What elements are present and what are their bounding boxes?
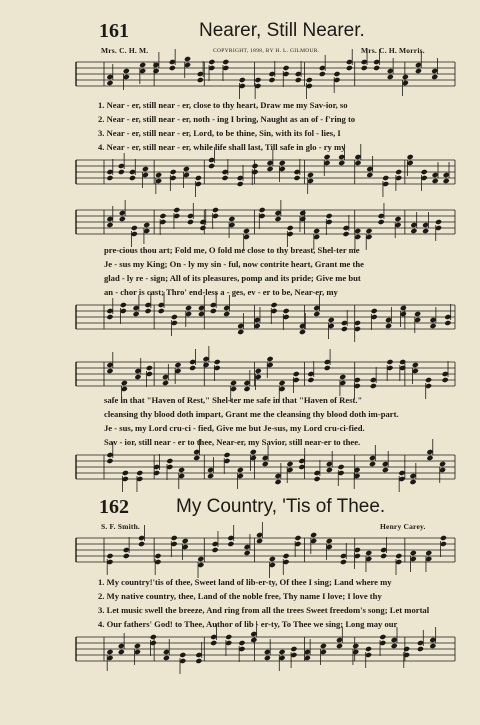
- note-head: [170, 169, 177, 175]
- lyric-line: 1. Near - er, still near - er, close to thy heart, Draw me my Sav-ior, so: [98, 100, 348, 110]
- note-head: [379, 634, 386, 640]
- note-head: [178, 467, 185, 473]
- note-head: [212, 207, 219, 213]
- note-head: [185, 305, 192, 311]
- note-head: [262, 461, 269, 467]
- note-head: [346, 65, 353, 71]
- note-head: [155, 172, 162, 178]
- note-head: [391, 643, 398, 649]
- lyric-line: 2. Near - er, still near - er, noth - ing I bring, Naught as an of - f'ring to: [98, 114, 356, 124]
- note-head: [443, 178, 450, 184]
- note-head: [244, 550, 251, 556]
- note-head: [286, 461, 293, 467]
- note-head: [283, 553, 290, 559]
- note-head: [120, 302, 127, 308]
- note-head: [212, 547, 219, 553]
- note-head: [173, 207, 180, 213]
- note-head: [293, 371, 300, 377]
- hymn-number: 162: [99, 496, 129, 518]
- note-head: [197, 77, 204, 83]
- note-head: [228, 216, 235, 222]
- note-head: [138, 541, 145, 547]
- note-head: [243, 228, 250, 234]
- note-head: [230, 380, 237, 386]
- note-head: [440, 535, 447, 541]
- note-head: [131, 225, 138, 231]
- note-head: [382, 467, 389, 473]
- note-head: [395, 553, 402, 559]
- note-head: [282, 65, 289, 71]
- note-head: [435, 219, 442, 225]
- note-head: [378, 219, 385, 225]
- note-head: [189, 365, 196, 371]
- note-head: [223, 452, 230, 458]
- note-head: [385, 323, 392, 329]
- copyright-notice: COPYRIGHT, 1898, BY H. L. GILMOUR.: [213, 48, 320, 54]
- note-head: [320, 643, 327, 649]
- note-head: [162, 380, 169, 386]
- note-head: [207, 473, 214, 479]
- note-head: [342, 231, 349, 237]
- note-head: [106, 649, 113, 655]
- note-head: [134, 643, 141, 649]
- note-head: [354, 228, 361, 234]
- note-head: [314, 476, 321, 482]
- note-head: [429, 643, 436, 649]
- note-head: [432, 178, 439, 184]
- note-head: [134, 374, 141, 380]
- note-head: [337, 464, 344, 470]
- note-head: [365, 646, 372, 652]
- music-credit: Henry Carey.: [380, 522, 426, 531]
- note-head: [425, 377, 432, 383]
- lyric-line: safe in that "Haven of Rest," Shel-ter me safe in that "Haven of Rest.": [104, 395, 363, 405]
- note-head: [254, 77, 261, 83]
- note-head: [119, 216, 126, 222]
- note-head: [403, 646, 410, 652]
- note-head: [369, 461, 376, 467]
- note-head: [208, 59, 215, 65]
- note-head: [208, 163, 215, 169]
- note-head: [143, 222, 150, 228]
- note-head: [193, 455, 200, 461]
- note-head: [223, 311, 230, 317]
- note-head: [144, 308, 151, 314]
- note-head: [422, 228, 429, 234]
- note-head: [150, 634, 157, 640]
- note-head: [294, 535, 301, 541]
- note-head: [106, 222, 113, 228]
- note-head: [139, 62, 146, 68]
- lyric-line: 3. Near - er, still near - er, Lord, to be thine, Sin, with its fol - lies, I: [98, 128, 341, 138]
- note-head: [250, 637, 257, 643]
- note-head: [123, 68, 130, 74]
- note-head: [328, 317, 335, 323]
- note-head: [129, 175, 136, 181]
- note-head: [365, 550, 372, 556]
- note-head: [307, 172, 314, 178]
- note-head: [386, 359, 393, 365]
- note-head: [430, 323, 437, 329]
- note-head: [444, 320, 451, 326]
- note-head: [306, 77, 313, 83]
- note-head: [210, 308, 217, 314]
- note-head: [407, 154, 414, 160]
- note-head: [210, 640, 217, 646]
- note-head: [412, 362, 419, 368]
- note-head: [197, 556, 204, 562]
- note-head: [154, 553, 161, 559]
- note-head: [326, 538, 333, 544]
- note-head: [268, 77, 275, 83]
- note-head: [214, 359, 221, 365]
- lyric-line: 4. Near - er, still near - er, while life shall last, Till safe in glo - ry my: [98, 142, 346, 152]
- note-head: [243, 386, 250, 392]
- note-head: [106, 458, 113, 464]
- note-head: [299, 210, 306, 216]
- words-credit: Mrs. C. H. M.: [101, 46, 149, 55]
- note-head: [354, 160, 361, 166]
- note-head: [274, 479, 281, 485]
- note-head: [387, 74, 394, 80]
- note-head: [225, 634, 232, 640]
- note-head: [409, 479, 416, 485]
- note-head: [159, 213, 166, 219]
- note-head: [227, 541, 234, 547]
- lyric-line: pre-cious thou art; Fold me, O fold me close to thy breast, Shel-ter me: [104, 245, 360, 255]
- note-head: [439, 461, 446, 467]
- note-head: [279, 160, 286, 166]
- note-head: [237, 181, 244, 187]
- note-head: [323, 154, 330, 160]
- note-head: [251, 163, 258, 169]
- note-head: [333, 71, 340, 77]
- note-head: [171, 314, 178, 320]
- lyric-line: an - chor is cast; Thro' end-less a - ges, ev - er to be, Near-er, my: [104, 287, 338, 297]
- note-head: [380, 553, 387, 559]
- note-head: [313, 228, 320, 234]
- note-head: [410, 228, 417, 234]
- note-head: [299, 329, 306, 335]
- hymn-title: My Country, 'Tis of Thee.: [176, 496, 386, 517]
- note-head: [238, 640, 245, 646]
- note-head: [123, 553, 130, 559]
- note-head: [106, 553, 113, 559]
- hymn-title: Nearer, Still Nearer.: [199, 20, 365, 41]
- note-head: [414, 311, 421, 317]
- note-head: [171, 535, 178, 541]
- note-head: [166, 458, 173, 464]
- hymn-number: 161: [99, 20, 129, 42]
- lyric-line: cleansing thy blood doth impart, Grant me the cleansing thy blood doth im-part.: [104, 409, 399, 419]
- note-head: [106, 314, 113, 320]
- note-head: [326, 213, 333, 219]
- note-head: [199, 225, 206, 231]
- note-head: [269, 556, 276, 562]
- note-head: [290, 646, 297, 652]
- note-head: [259, 207, 266, 213]
- lyric-line: 1. My country!'tis of thee, Sweet land of lib-er-ty, Of thee I sing; Land where my: [98, 577, 392, 587]
- note-head: [307, 377, 314, 383]
- note-head: [395, 169, 402, 175]
- lyric-line: 4. Our fathers' God! to Thee, Author of lib - er-ty, To Thee we sing; Long may our: [98, 619, 398, 629]
- note-head: [373, 65, 380, 71]
- note-head: [266, 166, 273, 172]
- note-head: [122, 470, 129, 476]
- note-head: [118, 649, 125, 655]
- note-head: [366, 172, 373, 178]
- music-credit: Mrs. C. H. Morris.: [361, 46, 425, 55]
- note-head: [361, 65, 368, 71]
- note-head: [341, 326, 348, 332]
- lyric-line: glad - ly re - sign; All of its pleasures, pomp and its pride; Give me but: [104, 273, 361, 283]
- note-head: [426, 455, 433, 461]
- note-head: [326, 467, 333, 473]
- note-head: [153, 68, 160, 74]
- lyric-line: Sav - ior, still near - er to thee, Near-er, my Savior, still near-er to thee.: [104, 437, 361, 447]
- note-head: [365, 228, 372, 234]
- note-head: [278, 380, 285, 386]
- note-head: [324, 365, 331, 371]
- note-head: [417, 646, 424, 652]
- note-head: [398, 470, 405, 476]
- note-head: [202, 362, 209, 368]
- note-head: [184, 56, 191, 62]
- note-head: [182, 538, 189, 544]
- note-head: [266, 356, 273, 362]
- lyric-line: 3. Let music swell the breeze, And ring from all the trees Sweet freedom's song; Let mortal: [98, 605, 430, 615]
- note-head: [264, 655, 271, 661]
- note-head: [340, 559, 347, 565]
- note-head: [133, 311, 140, 317]
- note-head: [279, 649, 286, 655]
- note-head: [371, 308, 378, 314]
- note-head: [415, 68, 422, 74]
- note-head: [274, 216, 281, 222]
- note-head: [195, 175, 202, 181]
- note-head: [431, 74, 438, 80]
- note-head: [237, 467, 244, 473]
- note-head: [195, 658, 202, 664]
- note-head: [336, 643, 343, 649]
- note-head: [270, 302, 277, 308]
- note-head: [183, 166, 190, 172]
- note-head: [221, 175, 228, 181]
- note-head: [237, 329, 244, 335]
- note-head: [256, 538, 263, 544]
- note-head: [179, 652, 186, 658]
- note-head: [293, 175, 300, 181]
- note-head: [118, 169, 125, 175]
- note-head: [163, 655, 170, 661]
- note-head: [295, 77, 302, 83]
- note-head: [402, 74, 409, 80]
- note-head: [425, 550, 432, 556]
- note-head: [310, 532, 317, 538]
- note-head: [410, 550, 417, 556]
- note-head: [222, 59, 229, 65]
- note-head: [106, 175, 113, 181]
- note-head: [319, 71, 326, 77]
- note-head: [174, 362, 181, 368]
- note-head: [400, 305, 407, 311]
- lyric-line: Je - sus, my Lord cru-ci - fied, Give me but Je-sus, my Lord cru-ci-fied.: [104, 423, 365, 433]
- note-head: [338, 160, 345, 166]
- note-head: [287, 225, 294, 231]
- lyric-line: 2. My native country, thee, Land of the noble free, Thy name I love; I love thy: [98, 591, 382, 601]
- note-head: [421, 169, 428, 175]
- note-head: [239, 77, 246, 83]
- note-head: [187, 219, 194, 225]
- note-head: [352, 643, 359, 649]
- note-head: [442, 377, 449, 383]
- note-head: [382, 175, 389, 181]
- note-head: [283, 308, 290, 314]
- note-head: [106, 368, 113, 374]
- note-head: [255, 368, 262, 374]
- note-head: [158, 308, 165, 314]
- note-head: [370, 383, 377, 389]
- note-head: [121, 380, 128, 386]
- note-head: [250, 449, 257, 455]
- note-head: [339, 374, 346, 380]
- note-head: [169, 65, 176, 71]
- note-head: [142, 166, 149, 172]
- note-head: [313, 311, 320, 317]
- words-credit: S. F. Smith.: [101, 522, 141, 531]
- note-head: [106, 80, 113, 86]
- note-head: [146, 365, 153, 371]
- note-head: [136, 470, 143, 476]
- lyric-line: Je - sus my King; On - ly my sin - ful, now contrite heart, Grant me the: [104, 259, 364, 269]
- note-head: [394, 216, 401, 222]
